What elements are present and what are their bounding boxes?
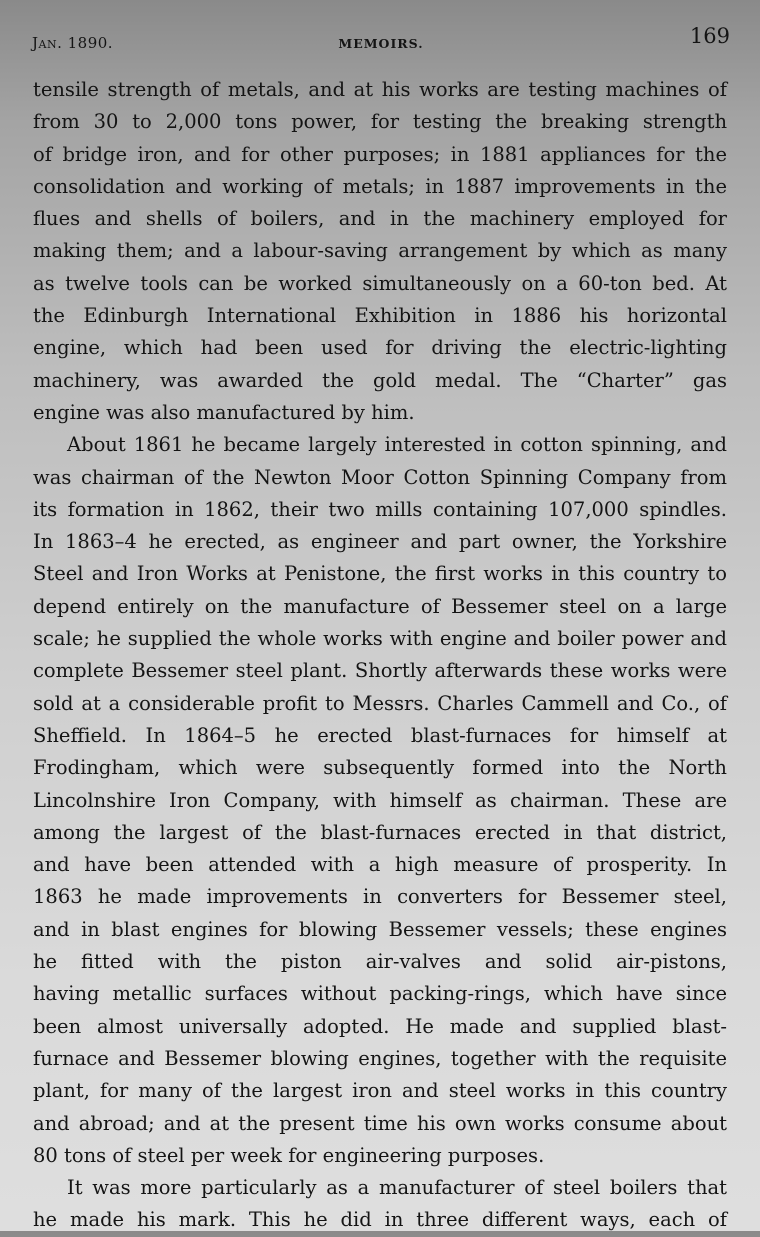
- text-line: its formation in 1862, their two mills containing 107,000 spindles.: [33, 497, 727, 521]
- text-line: among the largest of the blast-furnaces erected in that district,: [33, 820, 727, 844]
- text-line: Steel and Iron Works at Penistone, the first works in this country to: [33, 562, 727, 586]
- text-line: plant, for many of the largest iron and steel works in this country: [33, 1079, 727, 1103]
- text-line: he fitted with the piston air-valves and solid air-pistons,: [33, 950, 727, 974]
- page-number: 169: [689, 24, 730, 48]
- text-line: engine was also manufactured by him.: [33, 400, 415, 424]
- text-line: It was more particularly as a manufacturer of steel boilers that: [67, 1176, 727, 1200]
- header-date: Jan. 1890.: [32, 34, 114, 52]
- text-line: Lincolnshire Iron Company, with himself as chairman. These are: [33, 788, 727, 812]
- text-line: and have been attended with a high measure of prosperity. In: [33, 853, 727, 877]
- text-line: been almost universally adopted. He made and supplied blast-: [33, 1014, 727, 1038]
- text-line: engine, which had been used for driving the electric-lighting: [33, 336, 727, 360]
- text-line: of bridge iron, and for other purposes; in 1881 appliances for the: [33, 142, 727, 166]
- text-line: sold at a considerable profit to Messrs. Charles Cammell and Co., of: [33, 691, 727, 715]
- text-line: Frodingham, which were subsequently formed into the North: [33, 756, 727, 780]
- text-line: flues and shells of boilers, and in the machinery employed for: [33, 207, 727, 231]
- text-line: making them; and a labour-saving arrangement by which as many: [33, 239, 727, 263]
- body-text: [33, 74, 727, 1237]
- text-line: In 1863–4 he erected, as engineer and part owner, the Yorkshire: [33, 530, 727, 554]
- text-line: furnace and Bessemer blowing engines, together with the requisite: [33, 1046, 727, 1070]
- text-line: consolidation and working of metals; in 1887 improvements in the: [33, 174, 727, 198]
- text-line: 1863 he made improvements in converters for Bessemer steel,: [33, 885, 727, 909]
- text-line: was chairman of the Newton Moor Cotton Spinning Company from: [33, 465, 727, 489]
- text-line: and abroad; and at the present time his own works consume about: [33, 1111, 727, 1135]
- text-line: and in blast engines for blowing Bessemer vessels; these engines: [33, 917, 727, 941]
- text-line: from 30 to 2,000 tons power, for testing the breaking strength: [33, 110, 727, 134]
- text-line: complete Bessemer steel plant. Shortly afterwards these works were: [33, 659, 727, 683]
- text-line: machinery, was awarded the gold medal. The “Charter” gas: [33, 368, 727, 392]
- text-line: as twelve tools can be worked simultaneously on a 60-ton bed. At: [33, 271, 727, 295]
- text-line: he made his mark. This he did in three different ways, each of: [33, 1208, 727, 1232]
- text-line: Sheffield. In 1864–5 he erected blast-furnaces for himself at: [33, 723, 727, 747]
- header-section-title: MEMOIRS.: [338, 36, 424, 51]
- text-line: the Edinburgh International Exhibition in 1886 his horizontal: [33, 304, 727, 328]
- text-line: 80 tons of steel per week for engineering purposes.: [33, 1143, 545, 1167]
- text-line: scale; he supplied the whole works with engine and boiler power and: [33, 627, 727, 651]
- text-line: tensile strength of metals, and at his works are testing machines of: [33, 78, 727, 101]
- running-header: [32, 24, 730, 54]
- text-line: About 1861 he became largely interested in cotton spinning, and: [67, 433, 727, 457]
- text-line: depend entirely on the manufacture of Bessemer steel on a large: [33, 594, 727, 618]
- text-line: having metallic surfaces without packing-rings, which have since: [33, 982, 727, 1006]
